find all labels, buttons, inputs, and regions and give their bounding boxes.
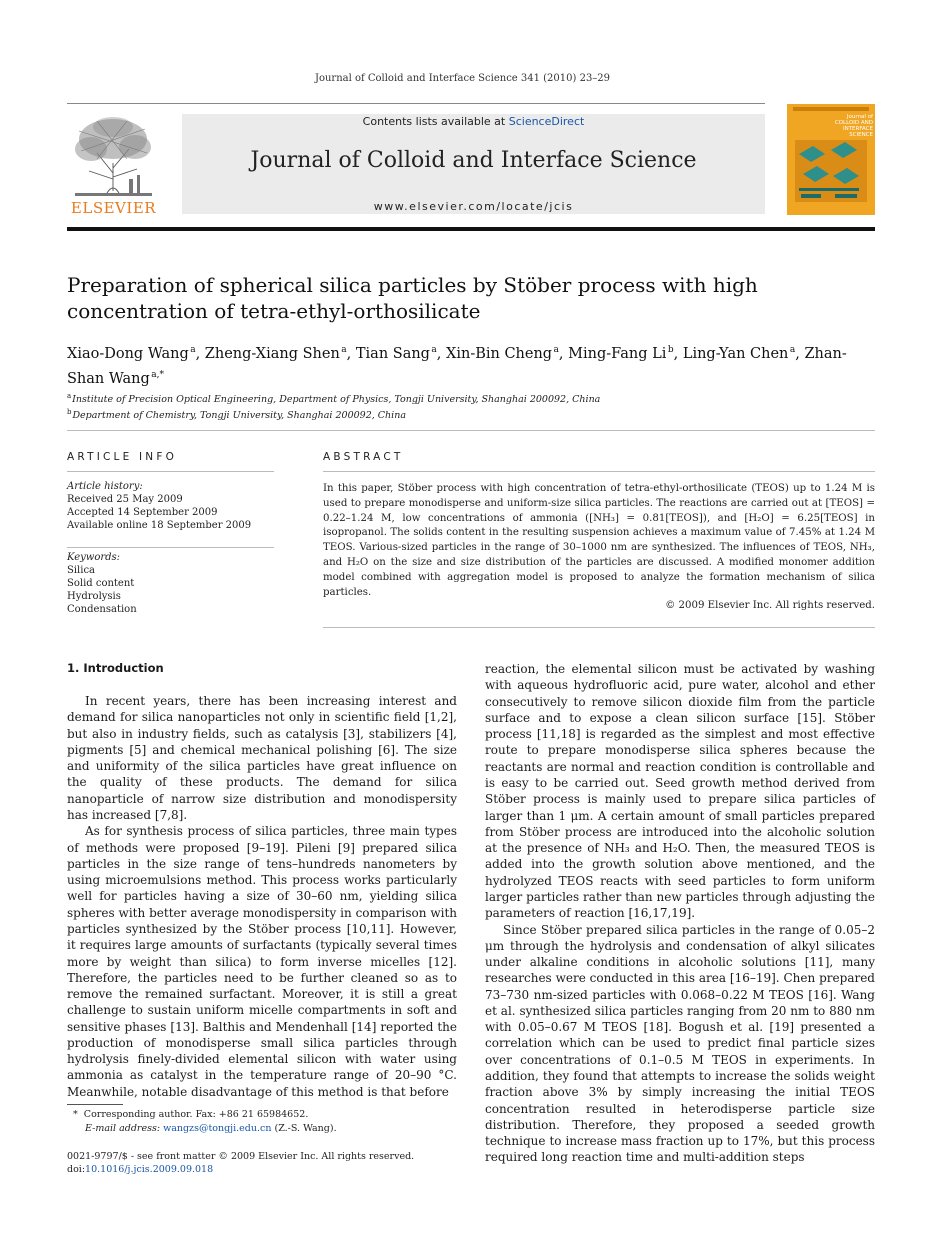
author-email-link[interactable]: wangzs@tongji.edu.cn (163, 1123, 272, 1134)
received-date: Received 25 May 2009 (67, 494, 183, 505)
affiliations (67, 390, 875, 422)
journal-cover-image[interactable] (787, 104, 875, 215)
paragraph: As for synthesis process of silica particles, three main types of methods were proposed [9–19]. Pileni [9] prepared silica particles in the size range of tens–hundreds nanometers by using microemulsions method. This process works particularly well for particles having a size of 30–60 nm, yielding silica spheres with better average monodispersity in comparison with particles synthesized by the Stöber process [10,11]. However, it requires large amounts of surfactants (typically several times more by weight than silica) to form inverse micelles [12]. Therefore, the particles need to be further cleaned so as to remove the remained surfactant. Moreover, it is still a great challenge to sustain uniform micelle compartments in soft and sensitive phases [13]. Balthis and Mendenhall [14] reported the production of monodisperse small silica particles through hydrolysis finely-divided elemental silicon with water using ammonia as catalyst in the temperature range of 20–90 °C. Meanwhile, notable disadvantage of this method is that before (67, 824, 457, 1099)
abstract-text: In this paper, Stöber process with high concentration of tetra-ethyl-orthosilicate (TEOS) up to 1.24 M is used to prepare monodisperse and uniform-size silica particles. The reactions are carried out at [TEOS] = 0.22–1.24 M, low concentrations of ammonia ([NH₃] = 0.81[TEOS]), and [H₂O] = 6.25[TEOS] in isopropanol. The solids content in the resulting suspension achieves a maximum value of 7.45% at 1.24 M TEOS. Various-sized particles in the range of 30–1000 nm are synthesized. The influences of TEOS, NH₃, and H₂O on the size and size distribution of the particles are discussed. A modified monomer addition model combined with aggregation model is proposed to analyze the formation mechanism of silica particles. (323, 483, 875, 598)
author[interactable]: Tian Sang $^a$ (355, 345, 437, 362)
corresponding-author-note: Corresponding author. Fax: +86 21 65984652. (83, 1109, 309, 1120)
section-divider (67, 430, 875, 431)
keywords-block (67, 551, 274, 616)
affiliation: $^b$ Department of Chemistry, Tongji University, Shanghai 200092, China (67, 408, 406, 422)
author-list: Xiao-Dong Wang $^a$, Zheng-Xiang Shen $^a$, Tian Sang $^a$, Xin-Bin Cheng $^a$, Ming-Fang Li $^b$, Ling-Yan Chen $^a$, Zhan-Shan Wang $^{a,*}$ (67, 345, 847, 387)
journal-banner (182, 114, 765, 214)
abstract-rule (323, 471, 875, 472)
running-head: Journal of Colloid and Interface Science 341 (2010) 23–29 (314, 73, 611, 84)
journal-name: Journal of Colloid and Interface Science (250, 148, 697, 173)
accepted-date: Accepted 14 September 2009 (67, 507, 218, 518)
abstract-heading: ABSTRACT (323, 451, 404, 463)
author[interactable]: Ming-Fang Li $^b$ (568, 345, 674, 362)
keyword[interactable]: Hydrolysis (67, 591, 121, 602)
publisher-wordmark: ELSEVIER (70, 199, 157, 217)
header-thick-rule (67, 227, 875, 231)
abstract-bottom-rule (323, 627, 875, 628)
history-label: Article history: (67, 481, 143, 492)
author[interactable]: Zheng-Xiang Shen $^a$ (204, 345, 347, 362)
article-title: Preparation of spherical silica particles by Stöber process with high concentration of tetra-ethyl-orthosilicate (67, 273, 758, 323)
keyword[interactable]: Condensation (67, 604, 137, 615)
header-divider (67, 103, 765, 104)
article-history (67, 480, 274, 532)
author[interactable]: Xin-Bin Cheng $^a$ (446, 345, 559, 362)
article-info-heading: ARTICLE INFO (67, 451, 178, 463)
cover-title: Journal of COLLOID AND INTERFACE SCIENCE (834, 114, 873, 138)
author[interactable]: Ling-Yan Chen $^a$ (682, 345, 796, 362)
paragraph: In recent years, there has been increasing interest and demand for silica nanoparticles not only in scientific field [1,2], but also in industry fields, such as catalysis [3], stabilizers [4], pigments [5] and chemical mechanical polishing [6]. The size and uniformity of the silica particles have great influence on the quality of these products. The demand for silica nanoparticle of narrow size distribution and monodispersity has increased [7,8]. (67, 694, 457, 822)
abstract-copyright: © 2009 Elsevier Inc. All rights reserved. (665, 600, 875, 611)
introduction-heading: 1. Introduction (67, 661, 164, 675)
sciencedirect-link[interactable]: ScienceDirect (508, 115, 585, 128)
body-column-right (485, 661, 875, 1166)
doi-link[interactable]: 10.1016/j.jcis.2009.09.018 (85, 1164, 214, 1175)
footnote-rule (67, 1104, 123, 1105)
paragraph: Since Stöber prepared silica particles in the range of 0.05–2 μm through the hydrolysis and condensation of alkyl silicates under alkaline conditions in alcoholic solutions [11], many researches were conducted in this area [16–19]. Chen prepared 73–730 nm-sized particles with 0.068–0.22 M TEOS [16]. Wang et al. synthesized silica particles ranging from 20 nm to 880 nm with 0.05–0.67 M TEOS [18]. Bogush et al. [19] presented a correlation which can be used to predict final particle sizes over concentrations of 0.1–0.5 M TEOS in experiments. In addition, they found that attempts to increase the solids weight fraction above 3% by simply increasing the initial TEOS concentration resulted in heterodisperse particle size distribution. Therefore, they proposed a seeded growth technique to increase mass fraction up to 17%, but this process required long reaction time and multi-addition steps (485, 922, 875, 1165)
paragraph: reaction, the elemental silicon must be activated by washing with aqueous hydrofluoric acid, pure water, alcohol and ether consecutively to remove silicon dioxide film from the particle surface and to expose a clean silicon surface [15]. Stöber process [11,18] is regarded as the simplest and most effective route to prepare monodisperse silica spheres because the reactants are normal and reaction condition is controllable and is easy to be carried out. Seed growth method derived from Stöber process is mainly used to prepare silica particles of larger than 1 μm. A certain amount of small particles prepared from Stöber process are introduced into the alcoholic solution at the presence of NH₃ and H₂O. Then, the measured TEOS is added into the growth solution above mentioned, and the hydrolyzed TEOS reacts with seed particles to form uniform larger particles rather than new particles through adjusting the parameters of reaction [16,17,19]. (485, 662, 875, 921)
keywords-label: Keywords: (67, 552, 121, 563)
author[interactable]: Zhan-Shan Wang $^{a,*}$ (67, 345, 847, 387)
keyword[interactable]: Silica (67, 565, 96, 576)
online-date: Available online 18 September 2009 (67, 520, 252, 531)
journal-url[interactable]: www.elsevier.com/locate/jcis (373, 200, 574, 213)
body-column-left (67, 693, 457, 1100)
page-footer: 0021-9797/$ - see front matter © 2009 Elsevier Inc. All rights reserved. doi:10.1016/j.jcis.2009.09.018 (67, 1150, 467, 1176)
affiliation: $^a$ Institute of Precision Optical Engineering, Department of Physics, Tongji University, Shanghai 200092, China (67, 392, 601, 406)
article-info-rule (67, 471, 274, 472)
keyword[interactable]: Solid content (67, 578, 135, 589)
author[interactable]: Xiao-Dong Wang $^a$ (67, 345, 196, 362)
contents-line: Contents lists available at ScienceDirect (362, 115, 585, 128)
keywords-rule (67, 547, 274, 548)
issn-line: 0021-9797/$ - see front matter © 2009 Elsevier Inc. All rights reserved. (67, 1151, 415, 1162)
corresponding-footnote: * Corresponding author. Fax: +86 21 65984652. E-mail address: wangzs@tongji.edu.cn (Z.-S. Wang). (73, 1109, 337, 1134)
